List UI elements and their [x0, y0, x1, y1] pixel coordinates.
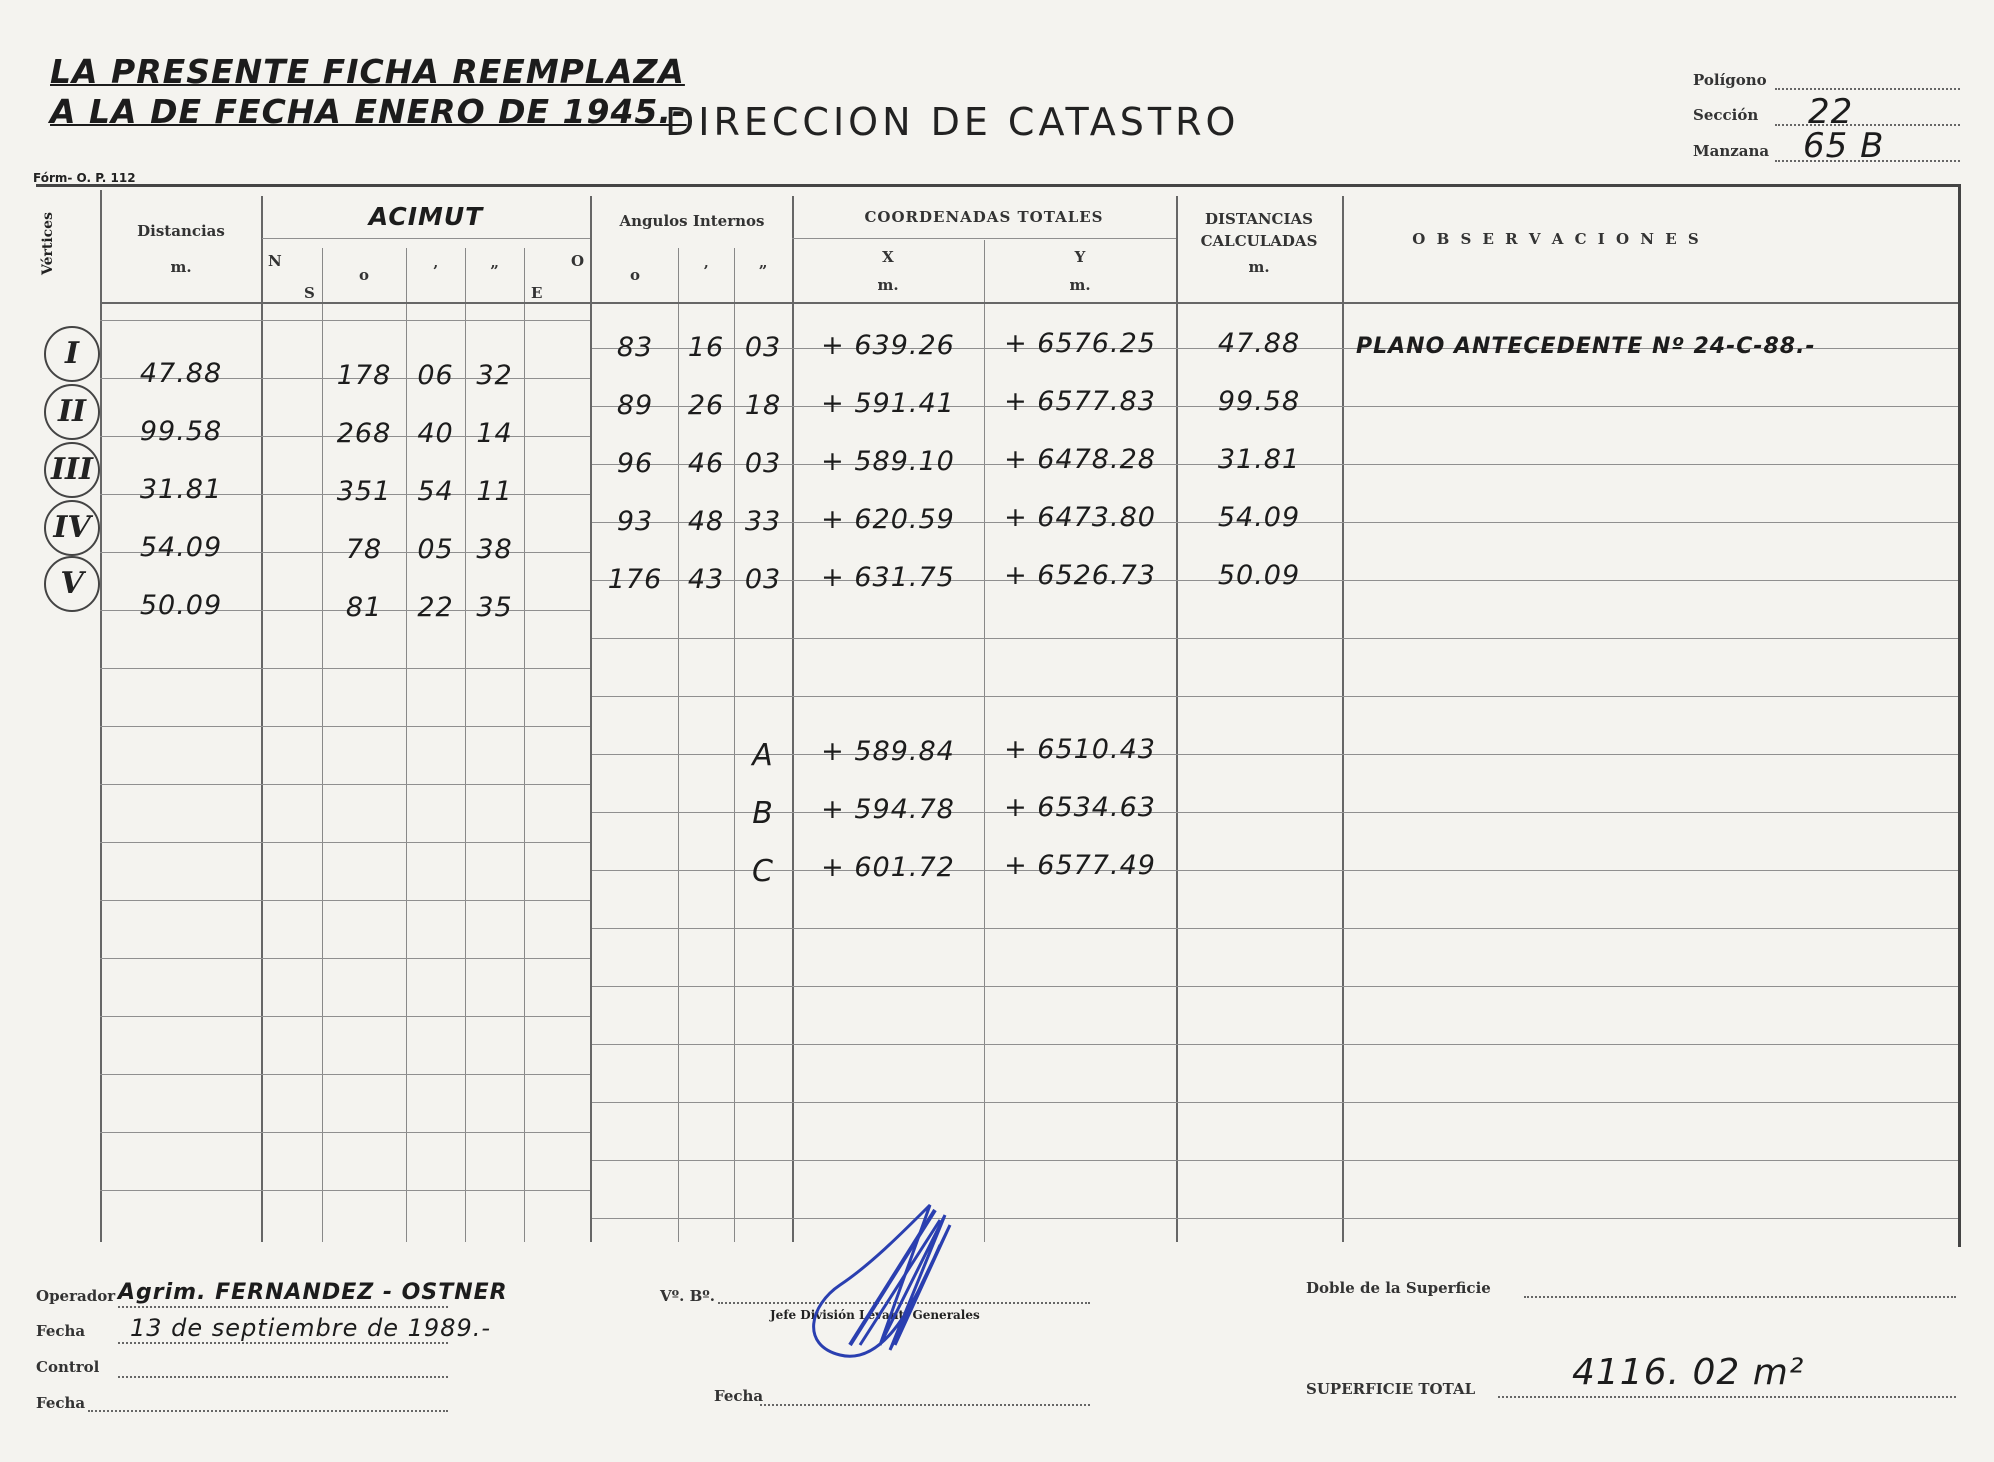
az-min-3: 54: [417, 476, 454, 507]
ruled-line: [100, 726, 590, 727]
point-b-x: + 594.78: [821, 794, 955, 825]
superficie-total-value: 4116. 02 m²: [1572, 1352, 1805, 1393]
az-sec-4: 38: [476, 534, 513, 565]
west-label: O: [571, 252, 585, 270]
acimut-deg-label: o: [358, 266, 369, 284]
control-label: Control: [36, 1358, 100, 1376]
point-c-y: + 6577.49: [1004, 850, 1156, 881]
ang-deg-1: 83: [616, 332, 654, 363]
ang-deg-5: 176: [607, 564, 663, 595]
acimut-min-label: ’: [432, 262, 439, 280]
dist-4: 54.09: [139, 532, 223, 563]
ruled-line: [100, 1190, 590, 1191]
doble-superficie-label: Doble de la Superficie: [1306, 1279, 1491, 1297]
calc-dist-5: 50.09: [1217, 560, 1301, 591]
coord-x-4: + 620.59: [821, 504, 955, 535]
ruled-line: [100, 1132, 590, 1133]
az-deg-2: 268: [336, 418, 392, 449]
az-deg-5: 81: [345, 592, 383, 623]
coord-x-3: + 589.10: [821, 446, 955, 477]
x-unit: m.: [877, 276, 899, 294]
poligono-line: [1775, 88, 1960, 90]
vertex-marker-4: IV: [44, 500, 100, 556]
fecha-label: Fecha: [36, 1322, 86, 1340]
seccion-value: 22: [1808, 92, 1854, 132]
coord-y-4: + 6473.80: [1004, 502, 1156, 533]
dist-5: 50.09: [139, 590, 223, 621]
ruled-line: [100, 668, 590, 669]
ruled-line: [100, 958, 590, 959]
angulos-deg-label: o: [629, 266, 640, 284]
dist-1: 47.88: [139, 358, 223, 389]
az-deg-1: 178: [336, 360, 392, 391]
ruled-line: [100, 900, 590, 901]
fecha2-line: [88, 1410, 448, 1412]
az-sec-3: 11: [476, 476, 513, 507]
form-code: Fórm- O. P. 112: [33, 171, 136, 185]
col-divider: [100, 190, 102, 1242]
ang-deg-4: 93: [616, 506, 654, 537]
vertex-marker-1: I: [44, 326, 100, 382]
ruled-line: [592, 928, 1958, 929]
az-min-1: 06: [417, 360, 454, 391]
distancias-unit: m.: [170, 258, 192, 276]
point-c-x: + 601.72: [821, 852, 955, 883]
point-b-y: + 6534.63: [1004, 792, 1156, 823]
angulos-min-label: ’: [703, 262, 709, 280]
calc-dist-2: 99.58: [1217, 386, 1301, 417]
coordenadas-header: COORDENADAS TOTALES: [864, 208, 1104, 226]
ang-deg-3: 96: [616, 448, 654, 479]
fecha2-label: Fecha: [36, 1394, 86, 1412]
acimut-sec-label: ”: [490, 262, 499, 280]
vertex-marker-2: II: [44, 384, 100, 440]
ruled-line: [592, 1102, 1958, 1103]
calc-dist-1: 47.88: [1217, 328, 1301, 359]
manzana-label: Manzana: [1693, 142, 1770, 160]
operador-value: Agrim. FERNANDEZ - OSTNER: [118, 1280, 508, 1305]
header-rule: [100, 302, 1958, 304]
az-sec-2: 14: [476, 418, 513, 449]
poligono-label: Polígono: [1693, 71, 1767, 89]
fecha3-line: [760, 1404, 1090, 1406]
coord-y-2: + 6577.83: [1004, 386, 1156, 417]
ang-sec-3: 03: [744, 448, 782, 479]
observacion-1: PLANO ANTECEDENTE Nº 24-C-88.-: [1356, 334, 1816, 359]
ruled-line: [100, 1016, 590, 1017]
superficie-total-line: [1498, 1396, 1956, 1398]
fecha3-label: Fecha: [714, 1387, 764, 1405]
y-unit: m.: [1069, 276, 1091, 294]
col-divider: [261, 196, 263, 1242]
header-rule: [262, 238, 590, 239]
south-label: S: [304, 284, 315, 302]
ruled-line: [100, 320, 590, 321]
subcol-divider: [465, 248, 466, 1242]
coord-y-3: + 6478.28: [1004, 444, 1156, 475]
az-min-2: 40: [417, 418, 454, 449]
col-divider: [1342, 196, 1344, 1242]
north-label: N: [268, 252, 282, 270]
point-label-c: C: [752, 854, 774, 889]
x-label: X: [882, 248, 894, 266]
ang-sec-4: 33: [744, 506, 782, 537]
y-label: Y: [1074, 248, 1086, 266]
replacement-note-line2: A LA DE FECHA ENERO DE 1945.-: [50, 92, 687, 131]
ruled-line: [100, 1074, 590, 1075]
doble-superficie-line: [1524, 1296, 1956, 1298]
manzana-value: 65 B: [1803, 126, 1885, 166]
subcol-divider: [406, 248, 407, 1242]
ang-min-4: 48: [687, 506, 725, 537]
signature: [780, 1195, 980, 1370]
ruled-line: [592, 1160, 1958, 1161]
fecha-value: 13 de septiembre de 1989.-: [130, 1314, 492, 1342]
vertices-header: Vértices: [40, 212, 56, 275]
page-title: DIRECCION DE CATASTRO: [665, 100, 1240, 144]
dist-3: 31.81: [139, 474, 223, 505]
az-sec-1: 32: [476, 360, 513, 391]
header-rule: [792, 238, 1176, 239]
vertex-marker-3: III: [44, 442, 100, 498]
superficie-total-label: SUPERFICIE TOTAL: [1306, 1380, 1476, 1398]
ang-min-1: 16: [687, 332, 725, 363]
ang-min-3: 46: [687, 448, 725, 479]
coord-y-5: + 6526.73: [1004, 560, 1156, 591]
seccion-label: Sección: [1693, 106, 1759, 124]
replacement-note-line1: LA PRESENTE FICHA REEMPLAZA: [50, 52, 685, 91]
operador-label: Operador: [36, 1287, 116, 1305]
distancias-calc-header-1: DISTANCIAS: [1205, 210, 1313, 228]
ruled-line: [100, 842, 590, 843]
coord-y-1: + 6576.25: [1004, 328, 1156, 359]
ang-deg-2: 89: [616, 390, 654, 421]
acimut-header: ACIMUT: [368, 202, 484, 231]
ang-sec-2: 18: [744, 390, 782, 421]
distancias-calc-unit: m.: [1248, 258, 1270, 276]
point-label-a: A: [752, 738, 774, 773]
az-deg-3: 351: [336, 476, 392, 507]
az-min-5: 22: [417, 592, 454, 623]
angulos-header: Angulos Internos: [619, 212, 765, 230]
ruled-line: [592, 696, 1958, 697]
subcol-divider: [524, 248, 525, 1242]
east-label: E: [531, 284, 543, 302]
ruled-line: [100, 784, 590, 785]
jefe-label: Jefe División Levant. Generales: [770, 1308, 980, 1322]
distancias-calc-header-2: CALCULADAS: [1200, 232, 1318, 250]
distancias-header: Distancias: [137, 222, 225, 240]
ruled-line: [592, 1044, 1958, 1045]
vertex-marker-5: V: [44, 556, 100, 612]
az-sec-5: 35: [476, 592, 513, 623]
operador-line: [118, 1306, 448, 1308]
angulos-sec-label: ”: [758, 262, 768, 280]
ang-sec-5: 03: [744, 564, 782, 595]
coord-x-5: + 631.75: [821, 562, 955, 593]
ruled-line: [592, 638, 1958, 639]
ang-min-5: 43: [687, 564, 725, 595]
ang-min-2: 26: [687, 390, 725, 421]
ruled-line: [592, 986, 1958, 987]
dist-2: 99.58: [139, 416, 223, 447]
coord-x-2: + 591.41: [821, 388, 955, 419]
coord-x-1: + 639.26: [821, 330, 955, 361]
observaciones-header: O B S E R V A C I O N E S: [1412, 230, 1702, 248]
vobo-label: Vº. Bº.: [660, 1287, 715, 1305]
ang-sec-1: 03: [744, 332, 782, 363]
az-deg-4: 78: [345, 534, 383, 565]
az-min-4: 05: [417, 534, 454, 565]
point-a-y: + 6510.43: [1004, 734, 1156, 765]
fecha-line: [118, 1342, 448, 1344]
point-label-b: B: [752, 796, 774, 831]
subcol-divider: [322, 248, 323, 1242]
calc-dist-3: 31.81: [1217, 444, 1301, 475]
control-line: [118, 1376, 448, 1378]
point-a-x: + 589.84: [821, 736, 955, 767]
calc-dist-4: 54.09: [1217, 502, 1301, 533]
